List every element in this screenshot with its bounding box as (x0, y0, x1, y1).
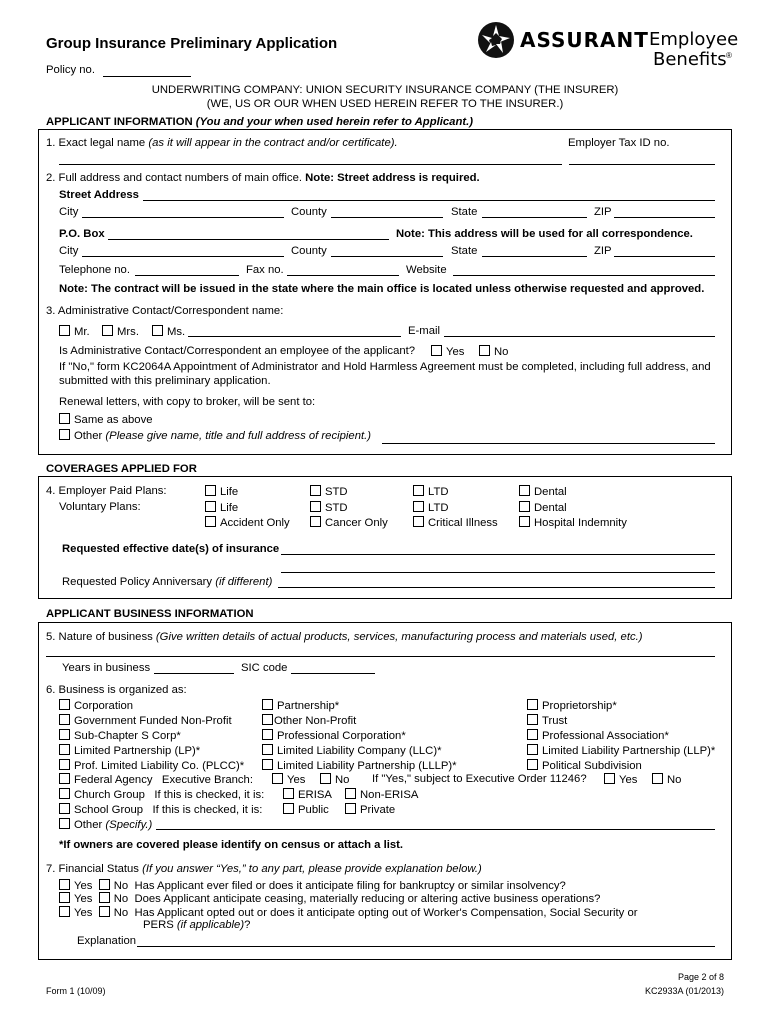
dental-employer-checkbox[interactable] (519, 485, 530, 496)
q1-text: 1. Exact legal name (46, 137, 146, 149)
eo-no-label: No (667, 774, 682, 786)
non-erisa-option[interactable] (345, 788, 418, 803)
po-box-note: Note: This address will be used for all correspondence. (396, 228, 693, 240)
applicant-heading-text: APPLICANT INFORMATION (46, 116, 193, 128)
trust-label: Trust (542, 715, 568, 727)
policy-no-field[interactable] (103, 76, 191, 77)
life-employer-checkbox[interactable] (205, 485, 216, 496)
ltd-voluntary-checkbox[interactable] (413, 501, 424, 512)
life-employer-label: Life (220, 486, 239, 498)
state-label-2: State (451, 245, 478, 257)
coverage-life-voluntary[interactable] (205, 501, 238, 516)
effective-date-label: Requested effective date(s) of insurance (62, 543, 280, 555)
same-as-above-label: Same as above (74, 414, 153, 426)
assurant-logo (477, 21, 737, 71)
telephone-field[interactable] (135, 275, 239, 276)
q1-label (46, 137, 398, 151)
sic-label: SIC code (241, 662, 288, 674)
eo-no-checkbox[interactable] (652, 773, 663, 784)
coverage-ltd-voluntary[interactable] (413, 501, 449, 516)
county-field-1[interactable] (331, 217, 443, 218)
org-trust[interactable] (527, 714, 567, 729)
q7-text: 7. Financial Status (46, 863, 139, 875)
org-proprietorship[interactable] (527, 699, 617, 714)
eo-question: If "Yes," subject to Executive Order 11246? (372, 773, 587, 785)
employee-question: Is Administrative Contact/Correspondent an employee of the applicant? (59, 345, 416, 357)
mr-label: Mr. (74, 326, 90, 338)
dental-employer-label: Dental (534, 486, 567, 498)
voluntary-label: Voluntary Plans: (59, 501, 141, 513)
city-field-2[interactable] (82, 256, 284, 257)
coverage-hospital[interactable] (519, 516, 627, 531)
proprietorship-checkbox[interactable] (527, 699, 538, 710)
federal-yes-option[interactable] (272, 773, 305, 788)
org-partnership[interactable] (262, 699, 339, 714)
hospital-label: Hospital Indemnity (534, 517, 627, 529)
explanation-label: Explanation (77, 935, 137, 947)
org-gov-nonprofit[interactable] (59, 714, 232, 729)
org-prof-assoc[interactable] (527, 729, 669, 744)
llp-label: Limited Liability Partnership (LLP)* (542, 745, 716, 757)
renewal-label: Renewal letters, with copy to broker, will be sent to: (59, 396, 316, 408)
city-field-1[interactable] (82, 217, 284, 218)
non-erisa-label: Non-ERISA (360, 789, 419, 801)
corporation-label: Corporation (74, 700, 134, 712)
org-school[interactable] (59, 803, 262, 818)
fin-q3-end: ? (244, 919, 251, 931)
std-voluntary-label: STD (325, 502, 348, 514)
fax-field[interactable] (287, 275, 399, 276)
erisa-option[interactable] (283, 788, 332, 803)
fin-q1-yes-label: Yes (74, 880, 93, 892)
other-recipient-checkbox[interactable] (59, 429, 70, 440)
hospital-checkbox[interactable] (519, 516, 530, 527)
org-corporation[interactable] (59, 699, 133, 714)
private-checkbox[interactable] (345, 803, 356, 814)
q2-note: Note: Street address is required. (305, 172, 480, 184)
state-label-1: State (451, 206, 478, 218)
logo-line1: Employee (649, 29, 739, 50)
org-plcc[interactable] (59, 759, 244, 774)
county-label-2: County (291, 245, 327, 257)
logo-registered: ® (726, 51, 732, 60)
lllp-label: Limited Liability Partnership (LLLP)* (277, 760, 457, 772)
partnership-checkbox[interactable] (262, 699, 273, 710)
std-employer-checkbox[interactable] (310, 485, 321, 496)
fin-q2-yes-checkbox[interactable] (59, 892, 70, 903)
fin-q3-line2 (143, 919, 250, 933)
q5-text: 5. Nature of business (46, 631, 153, 643)
if-no-line1: If "No," form KC2064A Appointment of Administrator and Hold Harmless Agreement must be completed, including full address, and (59, 361, 711, 373)
eo-yes-label: Yes (619, 774, 638, 786)
mr-checkbox[interactable] (59, 325, 70, 336)
prof-corp-checkbox[interactable] (262, 729, 273, 740)
fin-q1-no-checkbox[interactable] (99, 879, 110, 890)
plcc-label: Prof. Limited Liability Co. (PLCC)* (74, 760, 245, 772)
ms-option[interactable] (152, 325, 185, 340)
same-as-above-checkbox[interactable] (59, 413, 70, 424)
tax-id-label: Employer Tax ID no. (568, 137, 670, 149)
county-label-1: County (291, 206, 327, 218)
q3-label: 3. Administrative Contact/Correspondent name: (46, 305, 284, 317)
llc-checkbox[interactable] (262, 744, 273, 755)
other-recipient-field[interactable] (382, 443, 715, 444)
coverage-critical[interactable] (413, 516, 498, 531)
critical-checkbox[interactable] (413, 516, 424, 527)
anniversary-field[interactable] (278, 587, 715, 588)
subchapter-s-label: Sub-Chapter S Corp* (74, 730, 181, 742)
po-box-field[interactable] (108, 239, 389, 240)
federal-label: Federal Agency Executive Branch: (74, 774, 253, 786)
prof-corp-label: Professional Corporation* (277, 730, 406, 742)
org-lp[interactable] (59, 744, 200, 759)
employer-paid-label: 4. Employer Paid Plans: (46, 485, 167, 497)
owners-note: *If owners are covered please identify on census or attach a list. (59, 839, 404, 851)
applicant-heading-note: (You and your when used herein refer to Applicant.) (195, 116, 474, 128)
ltd-employer-checkbox[interactable] (413, 485, 424, 496)
org-other-nonprofit[interactable] (262, 714, 356, 729)
org-other-note: (Specify.) (105, 819, 153, 831)
federal-no-label: No (335, 774, 350, 786)
ms-checkbox[interactable] (152, 325, 163, 336)
anniversary-note: (if different) (215, 576, 273, 588)
non-erisa-checkbox[interactable] (345, 788, 356, 799)
ms-label: Ms. (167, 326, 186, 338)
q5-note: (Give written details of actual products, services, manufacturing process and materials used, etc.) (155, 631, 643, 643)
erisa-checkbox[interactable] (283, 788, 294, 799)
org-llp[interactable] (527, 744, 715, 759)
critical-label: Critical Illness (428, 517, 498, 529)
po-box-label: P.O. Box (59, 228, 105, 240)
website-label: Website (406, 264, 447, 276)
coverage-life-employer[interactable] (205, 485, 238, 500)
fin-q3-pers: PERS (143, 919, 174, 931)
org-llc[interactable] (262, 744, 442, 759)
public-checkbox[interactable] (283, 803, 294, 814)
issue-note: Note: The contract will be issued in the state where the main office is located unless otherwise requested and approved. (59, 283, 705, 295)
zip-field-2[interactable] (614, 256, 715, 257)
employee-no-checkbox[interactable] (479, 345, 490, 356)
if-no-line2: submitted with this preliminary application. (59, 375, 271, 387)
policy-no-label: Policy no. (46, 64, 95, 76)
org-federal[interactable] (59, 773, 253, 788)
life-voluntary-label: Life (220, 502, 239, 514)
ltd-employer-label: LTD (428, 486, 449, 498)
school-checkbox[interactable] (59, 803, 70, 814)
prof-assoc-label: Professional Association* (542, 730, 669, 742)
fin-q1-yes-checkbox[interactable] (59, 879, 70, 890)
fin-q2-yes-label: Yes (74, 893, 93, 905)
lp-checkbox[interactable] (59, 744, 70, 755)
org-church[interactable] (59, 788, 264, 803)
mrs-option[interactable] (102, 325, 139, 340)
coverage-std-employer[interactable] (310, 485, 348, 500)
cancer-label: Cancer Only (325, 517, 388, 529)
coverage-cancer[interactable] (310, 516, 388, 531)
political-label: Political Subdivision (542, 760, 642, 772)
gov-nonprofit-label: Government Funded Non-Profit (74, 715, 232, 727)
school-label: School Group If this is checked, it is: (74, 804, 263, 816)
cancer-checkbox[interactable] (310, 516, 321, 527)
erisa-label: ERISA (298, 789, 332, 801)
accident-label: Accident Only (220, 517, 290, 529)
email-label: E-mail (408, 325, 441, 337)
org-lllp[interactable] (262, 759, 457, 774)
org-prof-corp[interactable] (262, 729, 406, 744)
public-option[interactable] (283, 803, 329, 818)
llp-checkbox[interactable] (527, 744, 538, 755)
form-number: Form 1 (10/09) (46, 986, 106, 996)
fin-q1-no-label: No (113, 880, 129, 892)
form-code: KC2933A (01/2013) (644, 986, 724, 996)
coverage-accident[interactable] (205, 516, 290, 531)
fin-q2-no-checkbox[interactable] (99, 892, 110, 903)
eo-yes-option[interactable] (604, 773, 637, 788)
years-label: Years in business (62, 662, 151, 674)
business-heading: APPLICANT BUSINESS INFORMATION (46, 608, 254, 620)
plcc-checkbox[interactable] (59, 759, 70, 770)
life-voluntary-checkbox[interactable] (205, 501, 216, 512)
q2-label (46, 172, 480, 186)
contact-name-field[interactable] (188, 336, 401, 337)
zip-label-1: ZIP (594, 206, 612, 218)
coverage-std-voluntary[interactable] (310, 501, 348, 516)
other-nonprofit-checkbox[interactable] (262, 714, 273, 725)
underwriting-line1: UNDERWRITING COMPANY: UNION SECURITY INSURANCE COMPANY (THE INSURER) (151, 84, 619, 96)
trust-checkbox[interactable] (527, 714, 538, 725)
tax-id-field[interactable] (569, 164, 715, 165)
underwriting-line2: (WE, US OR OUR WHEN USED HEREIN REFER TO THE INSURER.) (206, 98, 564, 110)
fin-q3-yes-label: Yes (74, 907, 93, 919)
prof-assoc-checkbox[interactable] (527, 729, 538, 740)
dental-voluntary-checkbox[interactable] (519, 501, 530, 512)
employee-yes-checkbox[interactable] (431, 345, 442, 356)
subchapter-s-checkbox[interactable] (59, 729, 70, 740)
fin-q3-text: Has Applicant opted out or does it anticipate opting out of Worker's Compensation, Social Security or (134, 907, 638, 919)
org-other-checkbox[interactable] (59, 818, 70, 829)
assurant-logo-icon (477, 21, 515, 59)
q2-text: 2. Full address and contact numbers of main office. (46, 172, 302, 184)
email-field[interactable] (444, 336, 715, 337)
public-label: Public (298, 804, 329, 816)
org-other-label: Other (74, 819, 103, 831)
federal-yes-label: Yes (287, 774, 306, 786)
page-number: Page 2 of 8 (677, 972, 724, 982)
federal-yes-checkbox[interactable] (272, 773, 283, 784)
same-as-above-option[interactable] (59, 413, 153, 428)
coverage-dental-voluntary[interactable] (519, 501, 567, 516)
coverages-heading: COVERAGES APPLIED FOR (46, 463, 197, 475)
lp-label: Limited Partnership (LP)* (74, 745, 201, 757)
mrs-label: Mrs. (117, 326, 139, 338)
employee-yes-label: Yes (446, 346, 465, 358)
church-label: Church Group If this is checked, it is: (74, 789, 265, 801)
fin-q3-no-checkbox[interactable] (99, 906, 110, 917)
eo-no-option[interactable] (652, 773, 681, 788)
q5-label (46, 631, 643, 645)
mr-option[interactable] (59, 325, 90, 340)
eo-yes-checkbox[interactable] (604, 773, 615, 784)
lllp-checkbox[interactable] (262, 759, 273, 770)
std-voluntary-checkbox[interactable] (310, 501, 321, 512)
zip-field-1[interactable] (614, 217, 715, 218)
q7-note: (If you answer “Yes,” to any part, please provide explanation below.) (142, 863, 482, 875)
corporation-checkbox[interactable] (59, 699, 70, 710)
zip-label-2: ZIP (594, 245, 612, 257)
street-address-label: Street Address (59, 189, 139, 201)
dental-voluntary-label: Dental (534, 502, 567, 514)
fin-q3-pers-note: (if applicable) (176, 919, 245, 931)
federal-no-checkbox[interactable] (320, 773, 331, 784)
other-nonprofit-label: Other Non-Profit (274, 715, 357, 727)
political-checkbox[interactable] (527, 759, 538, 770)
fin-q2-row (59, 892, 600, 907)
website-field[interactable] (453, 275, 715, 276)
org-other[interactable] (59, 818, 152, 833)
effective-date-field-2[interactable] (281, 572, 715, 573)
partnership-label: Partnership* (277, 700, 340, 712)
legal-name-field[interactable] (59, 164, 562, 165)
city-label-2: City (59, 245, 79, 257)
anniversary-text: Requested Policy Anniversary (62, 576, 213, 588)
employee-no-label: No (494, 346, 509, 358)
org-subchapter-s[interactable] (59, 729, 181, 744)
other-recipient-option[interactable] (59, 429, 371, 444)
county-field-2[interactable] (331, 256, 443, 257)
fin-q3-no-label: No (113, 907, 129, 919)
federal-no-option[interactable] (320, 773, 349, 788)
mrs-checkbox[interactable] (102, 325, 113, 336)
fin-q2-no-label: No (113, 893, 129, 905)
proprietorship-label: Proprietorship* (542, 700, 617, 712)
gov-nonprofit-checkbox[interactable] (59, 714, 70, 725)
telephone-label: Telephone no. (59, 264, 130, 276)
street-address-field[interactable] (143, 200, 715, 201)
std-employer-label: STD (325, 486, 348, 498)
q6-label: 6. Business is organized as: (46, 684, 187, 696)
coverage-dental-employer[interactable] (519, 485, 567, 500)
state-field-1[interactable] (482, 217, 587, 218)
fin-q3-yes-checkbox[interactable] (59, 906, 70, 917)
fin-q1-text: Has Applicant ever filed or does it anticipate filing for bankruptcy or similar insolvency? (134, 880, 566, 892)
city-label-1: City (59, 206, 79, 218)
ltd-voluntary-label: LTD (428, 502, 449, 514)
employee-yes-option[interactable] (431, 345, 464, 360)
org-other-field[interactable] (156, 829, 715, 830)
private-option[interactable] (345, 803, 395, 818)
employee-no-option[interactable] (479, 345, 508, 360)
nature-of-business-field[interactable] (46, 656, 715, 657)
federal-checkbox[interactable] (59, 773, 70, 784)
anniversary-label (62, 576, 272, 590)
private-label: Private (360, 804, 396, 816)
other-recipient-label: Other (74, 430, 103, 442)
accident-checkbox[interactable] (205, 516, 216, 527)
fin-q2-text: Does Applicant anticipate ceasing, materially reducing or altering active business operations? (134, 893, 601, 905)
sic-field[interactable] (291, 673, 375, 674)
page-title: Group Insurance Preliminary Application (46, 35, 338, 52)
logo-line2: Benefits (653, 49, 727, 70)
q7-label (46, 863, 482, 877)
applicant-heading (46, 116, 473, 130)
fax-label: Fax no. (246, 264, 284, 276)
llc-label: Limited Liability Company (LLC)* (277, 745, 442, 757)
explanation-field[interactable] (137, 946, 715, 947)
q1-note: (as it will appear in the contract and/or certificate). (148, 137, 398, 149)
church-checkbox[interactable] (59, 788, 70, 799)
logo-brand: ASSURANT (520, 28, 649, 52)
effective-date-field[interactable] (281, 554, 715, 555)
org-political[interactable] (527, 759, 642, 774)
years-field[interactable] (154, 673, 234, 674)
state-field-2[interactable] (482, 256, 587, 257)
coverage-ltd-employer[interactable] (413, 485, 449, 500)
other-recipient-note: (Please give name, title and full address of recipient.) (105, 430, 372, 442)
